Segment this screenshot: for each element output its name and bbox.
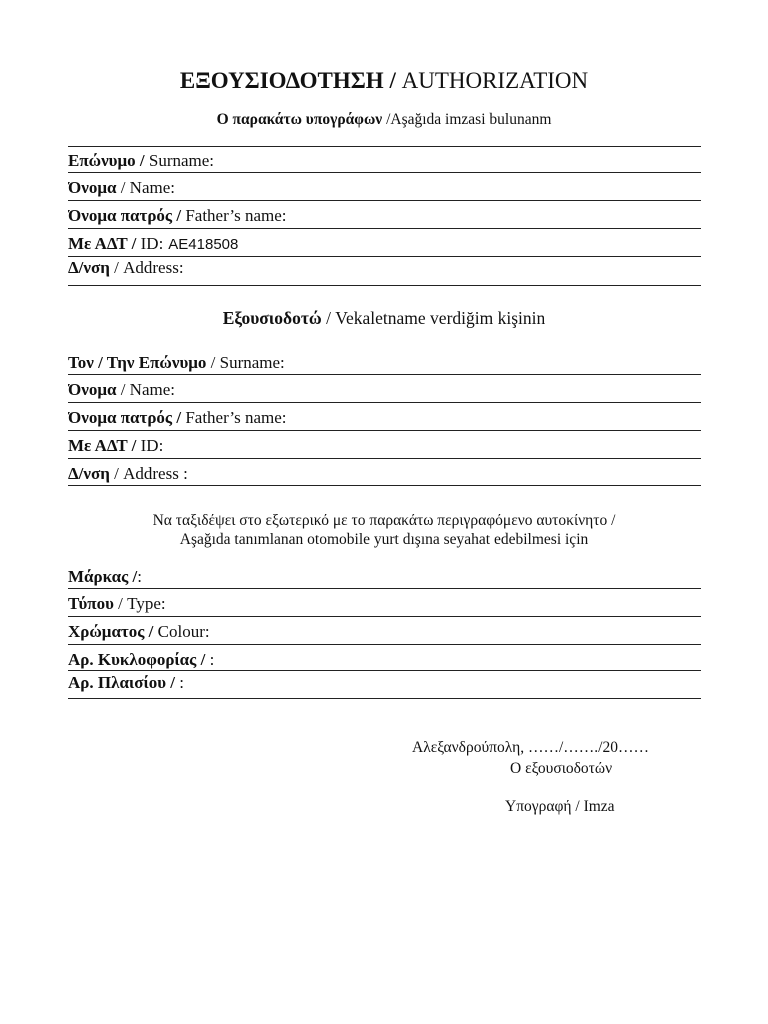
vehicle-make-field[interactable] xyxy=(68,562,701,589)
travel-purpose-greek: Να ταξιδέψει στο εξωτερικό με το παρακάτω περιγραφόμενο αυτοκίνητο / xyxy=(152,512,616,529)
authorizer-name-field[interactable] xyxy=(68,173,701,201)
travel-purpose-text xyxy=(0,511,768,549)
field-label-greek: Όνομα πατρός / xyxy=(68,206,182,225)
field-label-greek: Δ/νση xyxy=(68,258,110,277)
document-title xyxy=(0,66,768,96)
field-label-english: / Address: xyxy=(109,258,184,277)
vehicle-registration-field[interactable] xyxy=(68,645,701,671)
field-label-english: ID: xyxy=(136,436,164,455)
field-label-english: / Type: xyxy=(113,594,166,613)
authorized-heading-greek: Εξουσιοδοτώ xyxy=(222,308,322,328)
field-label-greek: Επώνυμο / xyxy=(68,151,145,170)
field-label-english: ID: xyxy=(136,234,164,253)
field-label-greek: Όνομα xyxy=(68,178,117,197)
authorized-name-field[interactable] xyxy=(68,375,701,403)
vehicle-type-field[interactable] xyxy=(68,589,701,617)
field-label-greek: Μάρκας / xyxy=(68,567,138,586)
authorizer-label: Ο εξουσιοδοτών xyxy=(510,760,613,777)
authorized-fathers-name-field[interactable] xyxy=(68,403,701,431)
field-label-greek: Όνομα πατρός / xyxy=(68,408,182,427)
subtitle-turkish: /Aşağıda imzasi bulunanm xyxy=(386,111,552,128)
id-number-value: AE418508 xyxy=(168,236,239,253)
authorizer-surname-field[interactable] xyxy=(68,147,701,173)
field-label-english: / Address : xyxy=(109,464,188,483)
authorized-heading xyxy=(0,307,768,329)
authorized-id-field[interactable] xyxy=(68,431,701,459)
field-label-english: / Surname: xyxy=(206,353,285,372)
subtitle-greek: Ο παρακάτω υπογράφων xyxy=(216,111,383,128)
authorized-heading-turkish: / Vekaletname verdiğim kişinin xyxy=(321,308,546,328)
authorized-surname-field[interactable] xyxy=(68,348,701,375)
authorizer-fathers-name-field[interactable] xyxy=(68,201,701,229)
field-label-greek: Τον / Την Επώνυμο xyxy=(68,353,207,372)
field-label-english: Father’s name: xyxy=(181,408,287,427)
place-date-line: Αλεξανδρούπολη, ……/……./20…… xyxy=(412,739,649,756)
field-label-english: / Name: xyxy=(116,178,175,197)
title-english: AUTHORIZATION xyxy=(401,68,589,93)
authorizer-id-field[interactable] xyxy=(68,229,701,257)
field-label-greek: Αρ. Κυκλοφορίας / xyxy=(68,650,206,669)
field-label-english: : xyxy=(205,650,215,669)
field-label-greek: Χρώματος / xyxy=(68,622,154,641)
field-label-english: Surname: xyxy=(144,151,215,170)
field-label-english: : xyxy=(137,567,142,586)
travel-purpose-turkish: Aşağıda tanımlanan otomobile yurt dışına seyahat edebilmesi için xyxy=(179,531,589,548)
vehicle-chassis-field[interactable] xyxy=(68,671,701,699)
field-label-english: Colour: xyxy=(153,622,210,641)
field-label-english: : xyxy=(175,673,185,692)
document-subtitle xyxy=(0,110,768,130)
field-label-greek: Όνομα xyxy=(68,380,117,399)
field-label-english: / Name: xyxy=(116,380,175,399)
field-label-greek: Με ΑΔΤ / xyxy=(68,234,137,253)
field-label-greek: Δ/νση xyxy=(68,464,110,483)
field-label-greek: Αρ. Πλαισίου / xyxy=(68,673,176,692)
authorizer-address-field[interactable] xyxy=(68,257,701,286)
field-label-greek: Τύπου xyxy=(68,594,114,613)
authorized-address-field[interactable] xyxy=(68,459,701,486)
field-label-english: Father’s name: xyxy=(181,206,287,225)
vehicle-colour-field[interactable] xyxy=(68,617,701,645)
signature-label: Υπογραφή / Imza xyxy=(505,798,615,815)
title-greek: ΕΞΟΥΣΙΟΔΟΤΗΣΗ / xyxy=(179,68,396,93)
field-label-greek: Με ΑΔΤ / xyxy=(68,436,137,455)
